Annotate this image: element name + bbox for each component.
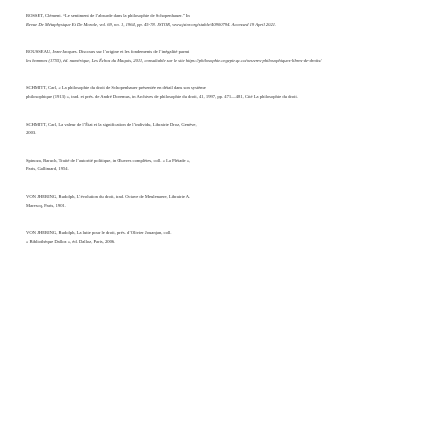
- entry-text: ROUSSEAU, Jean-Jacques. Discours sur l’origine et les fondements de l’inégalité parmi: [26, 49, 190, 55]
- bibliography-page: [26, 12, 410, 265]
- entry-continuation: les hommes (1755), éd. numérique, Les Échos du Maquis, 2011, consultable sur le site https://philosophie.cegeptr.qc.ca/oeuvres-philosophiques-libres-de-droits/: [26, 57, 322, 63]
- entry-continuation: Paris, Gallimard, 1954.: [26, 166, 69, 172]
- bibliography-entry: [26, 157, 410, 174]
- entry-continuation: Marescq, Paris, 1901.: [26, 202, 66, 208]
- entry-continuation: « Bibliothèque Dalloz », éd. Dalloz, Paris, 2006.: [26, 238, 116, 244]
- entry-text: VON JHERING, Rudolph, La lutte pour le droit, prés. d’Olivier Jouanjan, coll.: [26, 230, 172, 236]
- entry-text: SCHMITT, Carl, La valeur de l’État et la signification de l’individu, Librairie Droz, Genève,: [26, 121, 197, 127]
- bibliography-entry: [26, 12, 410, 29]
- bibliography-entry: [26, 48, 410, 65]
- entry-text: SCHMITT, Carl, « La philosophie du droit de Schopenhauer présentée en détail dans son système: [26, 85, 206, 91]
- entry-continuation: 2003.: [26, 130, 37, 136]
- entry-text: ROSSET, Clément. “Le sentiment de l’absurde dans la philosophie de Schopenhauer.” In: [26, 13, 190, 18]
- entry-text: Spinoza, Baruch, Traité de l’autorité politique, in Œuvres complètes, coll. « La Pléiade »,: [26, 157, 191, 163]
- bibliography-entry: [26, 121, 410, 138]
- entry-text: VON JHERING, Rudolph, L’évolution du droit, trad. Octave de Meulenaere, Librairie A.: [26, 193, 191, 199]
- bibliography-entry: [26, 193, 410, 210]
- bibliography-entry: [26, 229, 410, 246]
- bibliography-entry: [26, 84, 410, 101]
- entry-continuation: Revue De Métaphysique Et De Morale, vol. 69, no. 1, 1964, pp. 45-78. JSTOR, www.jstor.org/stable/40900794. Accessed 19 April 2021.: [26, 21, 277, 27]
- entry-continuation: philosophique (1913) », trad. et prés. de André Doremus, in Archives de philosophie du droit, 41, 1997, pp. 471—481, Cité La philosophie du droit.: [26, 93, 298, 99]
